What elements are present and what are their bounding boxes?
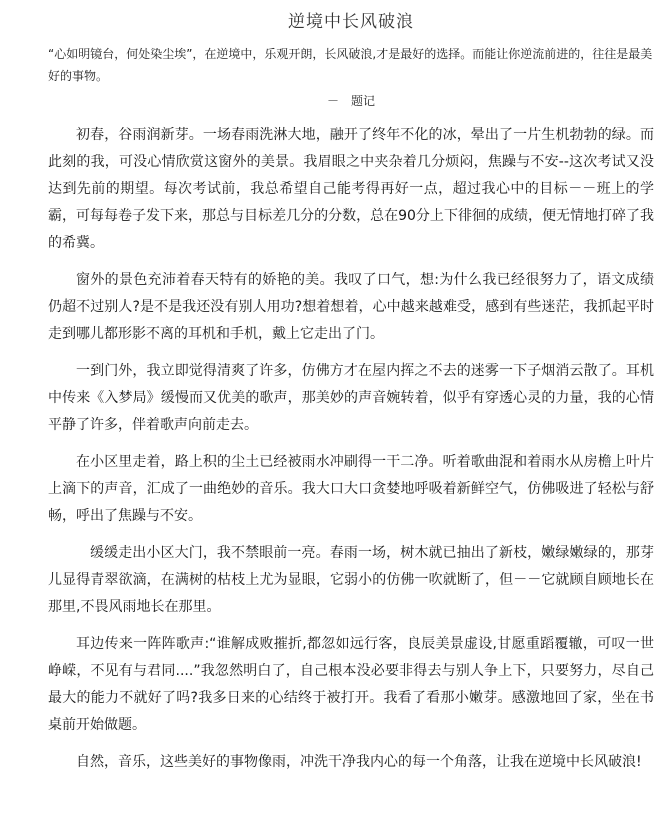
paragraph: 自然，音乐，这些美好的事物像雨，冲洗干净我内心的每一个角落，让我在逆境中长风破浪! bbox=[76, 754, 642, 770]
epigraph-text: “心如明镜台，何处染尘埃”，在逆境中，乐观开朗，长风破浪,才是最好的选择。而能让你逆流前进的，往往是最美好的事物。 bbox=[48, 47, 653, 83]
paragraph: 初春，谷雨润新芽。一场春雨洗淋大地，融开了终年不化的冰，晕出了一片生机勃勃的绿。而此刻的我，可没心情欣赏这窗外的美景。我眉眼之中夹杂着几分烦闷，焦躁与不安--这次考试又没达到先前的期望。每次考试前，我总希望自己能考得再好一点，超过我心中的目标－－班上的学霸，可每每卷子发下来，那总与目标差几分的分数，总在90分上下徘徊的成绩，便无情地打碎了我的希冀。 bbox=[48, 127, 654, 251]
epigraph-note: － 题记 bbox=[326, 94, 375, 108]
paragraph: 窗外的景色充沛着春天特有的娇艳的美。我叹了口气，想:为什么我已经很努力了，语文成绩仍超不过别人?是不是我还没有别人用功?想着想着，心中越来越难受，感到有些迷茫，我抓起平时走到哪儿都形影不离的耳机和手机，戴上它走出了门。 bbox=[48, 272, 654, 342]
paragraph: 一到门外，我立即觉得清爽了许多，仿佛方才在屋内挥之不去的迷雾一下子烟消云散了。耳机中传来《入梦局》缓慢而又优美的歌声，那美妙的声音婉转着，似乎有穿透心灵的力量，我的心情平静了许多，伴着歌声向前走去。 bbox=[48, 363, 654, 433]
paragraph: 缓缓走出小区大门，我不禁眼前一亮。春雨一场，树木就已抽出了新枝，嫩绿嫩绿的，那芽儿显得青翠欲滴，在满树的枯枝上尤为显眼，它弱小的仿佛一吹就断了，但－－它就顾自顾地长在那里,不畏风雨地长在那里。 bbox=[48, 545, 654, 615]
article-title: 逆境中长风破浪 bbox=[288, 12, 414, 32]
paragraph: 在小区里走着，路上积的尘土已经被雨水冲刷得一干二净。听着歌曲混和着雨水从房檐上叶片上滴下的声音，汇成了一曲绝妙的音乐。我大口大口贪婪地呼吸着新鲜空气，仿佛吸进了轻松与舒畅，呼出了焦躁与不安。 bbox=[48, 454, 654, 524]
paragraph: 耳边传来一阵阵歌声:“谁解成败摧折,都忽如远行客，良辰美景虚设,甘愿重蹈覆辙，可叹一世峥嵘，不见有与君同....”我忽然明白了，自己根本没必要非得去与别人争上下，只要努力，尽自己最大的能力不就好了吗?我多日来的心结终于被打开。我看了看那小嫩芽。感激地回了家，坐在书桌前开始做题。 bbox=[48, 636, 654, 733]
